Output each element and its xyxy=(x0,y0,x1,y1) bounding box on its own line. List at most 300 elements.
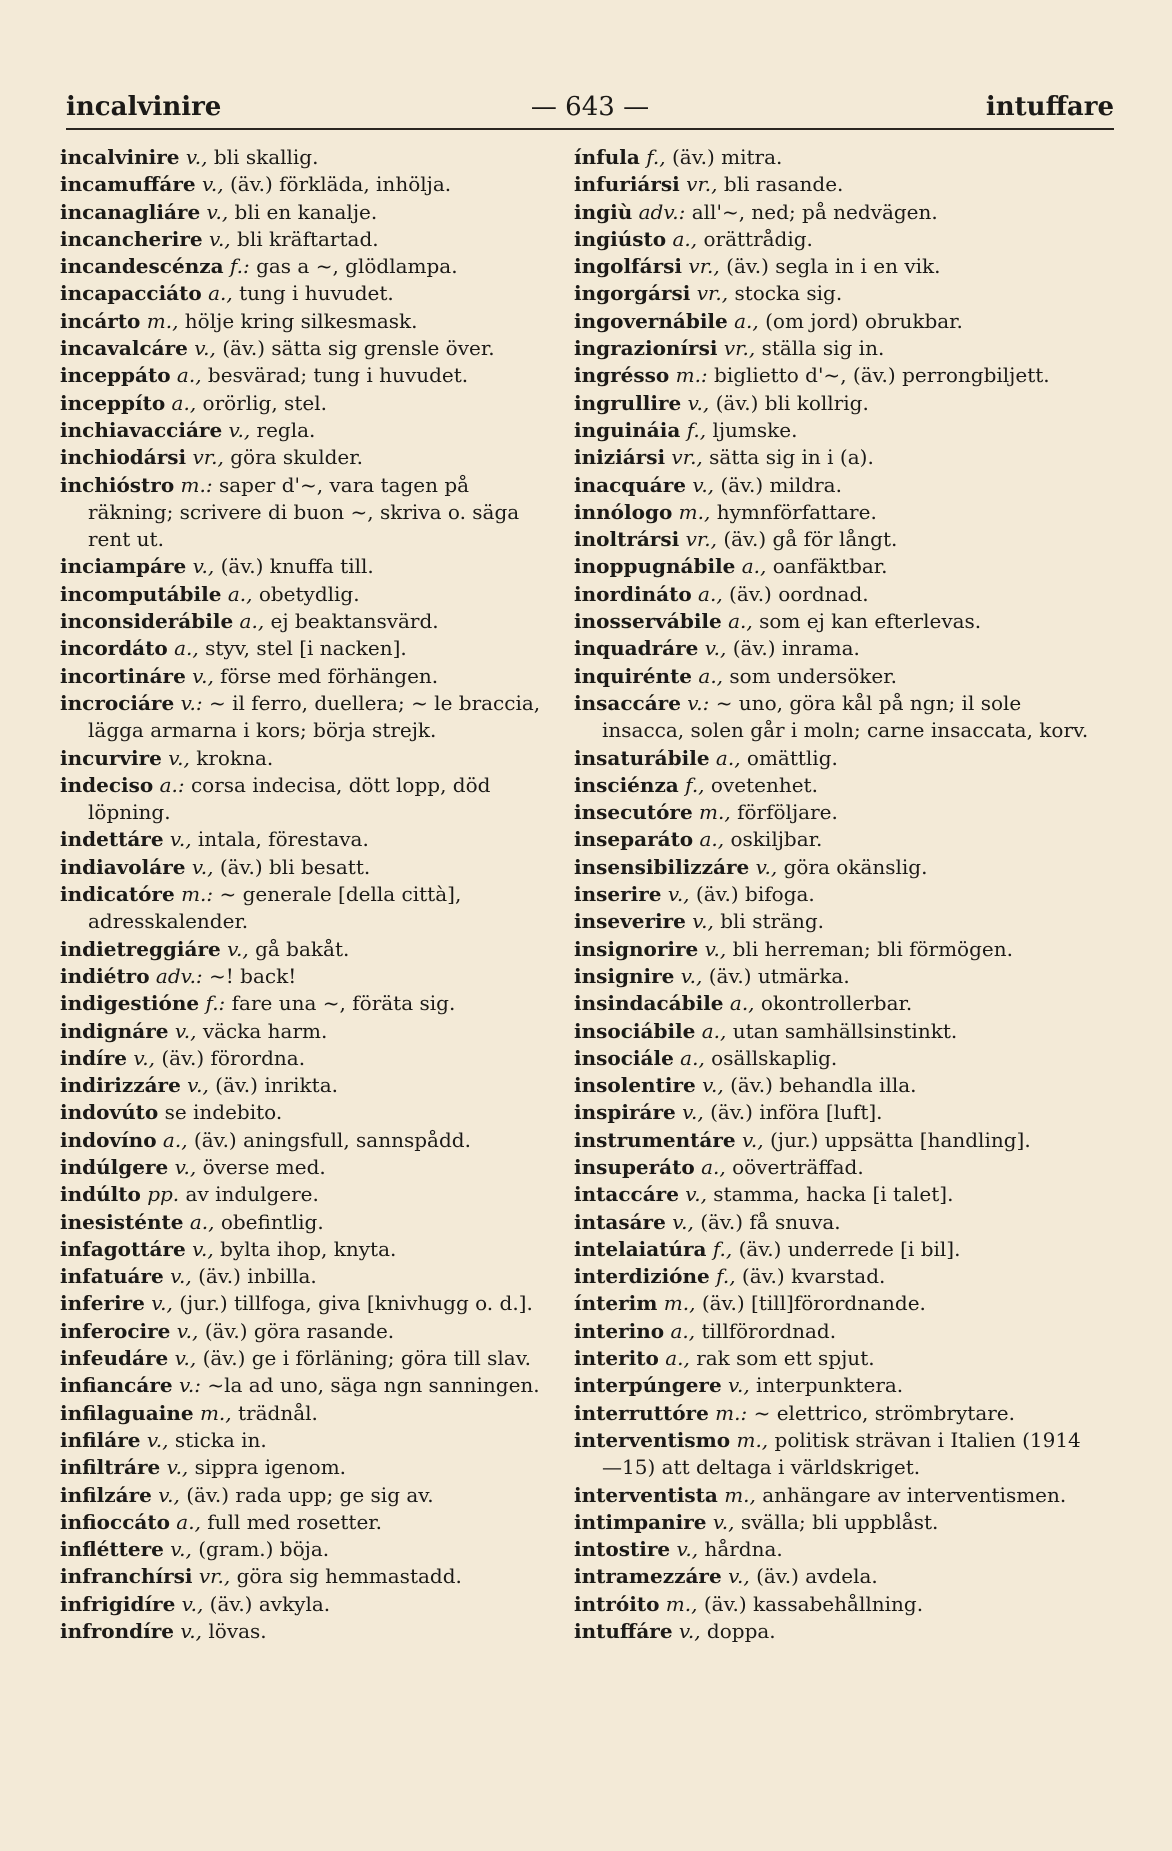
definition: (jur.) uppsätta [handling]. xyxy=(769,1127,1031,1152)
dictionary-entry xyxy=(574,1536,1096,1563)
dictionary-entry xyxy=(60,1045,550,1072)
headword: inferire xyxy=(60,1291,145,1316)
definition: ~ elettrico, strömbrytare. xyxy=(753,1400,1015,1425)
grammar-label: v., xyxy=(176,1318,199,1343)
headword: interpúngere xyxy=(574,1373,722,1398)
definition: (äv.) avkyla. xyxy=(209,1591,331,1616)
grammar-label: v., xyxy=(687,390,710,415)
dictionary-entry xyxy=(574,1072,1096,1099)
grammar-label: v., xyxy=(194,336,216,361)
definition: se indebito. xyxy=(164,1100,283,1125)
grammar-label: v., xyxy=(169,827,192,852)
headword: infilaguaine xyxy=(60,1400,194,1425)
definition: av indulgere. xyxy=(185,1182,319,1207)
grammar-label: m., xyxy=(199,1400,232,1425)
dictionary-entry xyxy=(574,226,1096,253)
dictionary-entry xyxy=(60,963,550,990)
definition: tung i huvudet. xyxy=(239,281,394,306)
grammar-label: v., xyxy=(704,636,727,661)
definition: osällskaplig. xyxy=(711,1045,838,1070)
grammar-label: v., xyxy=(170,1264,192,1289)
grammar-label: a., xyxy=(208,281,233,306)
dictionary-entry xyxy=(574,1154,1096,1181)
grammar-label: v., xyxy=(168,745,190,770)
grammar-label: a., xyxy=(728,609,753,634)
headword: inordináto xyxy=(574,581,692,606)
dictionary-entry xyxy=(60,308,550,335)
dictionary-entry xyxy=(60,1400,550,1427)
dictionary-entry xyxy=(574,826,1096,853)
headword: instrumentáre xyxy=(574,1127,736,1152)
headword: indovúto xyxy=(60,1100,159,1125)
grammar-label: a., xyxy=(701,1154,726,1179)
headword: inseparáto xyxy=(574,827,694,852)
grammar-label: m.: xyxy=(180,472,213,497)
headword: ingrullire xyxy=(574,390,682,415)
definition: orättrådig. xyxy=(703,226,813,251)
headword: incomputábile xyxy=(60,581,222,606)
definition: ~la ad uno, säga ngn sanningen. xyxy=(207,1373,540,1398)
definition: saper d'~, vara tagen på räkning; scrivere di buon ~, skriva o. säga rent ut. xyxy=(88,472,520,552)
grammar-label: v., xyxy=(187,1073,209,1098)
definition: (äv.) aningsfull, sannspådd. xyxy=(193,1127,471,1152)
grammar-label: v., xyxy=(728,1373,750,1398)
dictionary-entry xyxy=(60,772,550,827)
dictionary-entry xyxy=(574,1127,1096,1154)
dictionary-entry xyxy=(60,990,550,1017)
headword: indiétro xyxy=(60,963,150,988)
dictionary-entry xyxy=(60,690,550,745)
dictionary-entry xyxy=(574,1509,1096,1536)
dictionary-entry xyxy=(60,1318,550,1345)
dictionary-entry xyxy=(574,362,1096,389)
dictionary-entry xyxy=(574,1236,1096,1263)
dictionary-entry xyxy=(60,1591,550,1618)
grammar-label: a., xyxy=(734,308,759,333)
right-guide-word: intuffare xyxy=(985,92,1114,122)
grammar-label: v., xyxy=(209,226,231,251)
headword: infléttere xyxy=(60,1537,164,1562)
definition: lövas. xyxy=(208,1619,267,1644)
definition: (äv.) inbilla. xyxy=(198,1264,317,1289)
grammar-label: a., xyxy=(672,226,698,251)
headword: inspiráre xyxy=(574,1100,676,1125)
definition: (äv.) få snuva. xyxy=(700,1209,841,1234)
dictionary-entry xyxy=(574,335,1096,362)
dictionary-entry xyxy=(60,417,550,444)
headword: inguináia xyxy=(574,417,681,442)
headword: insaccáre xyxy=(574,690,681,715)
headword: indúlto xyxy=(60,1182,141,1207)
dictionary-entry xyxy=(60,1018,550,1045)
headword: inoltrársi xyxy=(574,527,680,552)
grammar-label: vr., xyxy=(671,445,703,470)
grammar-label: v., xyxy=(181,1591,204,1616)
definition: göra okänslig. xyxy=(783,854,928,879)
grammar-label: v., xyxy=(158,1482,180,1507)
headword: infuriársi xyxy=(574,172,680,197)
grammar-label: a., xyxy=(670,1318,696,1343)
headword: indettáre xyxy=(60,827,164,852)
grammar-label: a., xyxy=(701,1018,727,1043)
definition: (äv.) avdela. xyxy=(756,1564,878,1589)
dictionary-entry xyxy=(60,335,550,362)
headword: insociále xyxy=(574,1045,674,1070)
headword: inserire xyxy=(574,882,662,907)
grammar-label: m.: xyxy=(181,882,214,907)
dictionary-entry xyxy=(574,390,1096,417)
headword: infrondíre xyxy=(60,1619,175,1644)
grammar-label: adv.: xyxy=(155,963,203,988)
headword: inseverire xyxy=(574,909,686,934)
page-number: — 643 — xyxy=(530,92,650,122)
definition: (äv.) utmärka. xyxy=(708,963,850,988)
grammar-label: a., xyxy=(715,745,741,770)
dictionary-entry xyxy=(60,280,550,307)
headword: incurvire xyxy=(60,745,162,770)
definition: som ej kan efterlevas. xyxy=(759,609,982,634)
headword: indirizzáre xyxy=(60,1073,181,1098)
definition: hårdna. xyxy=(704,1537,783,1562)
definition: (äv.) bli kollrig. xyxy=(715,390,869,415)
definition: obetydlig. xyxy=(258,581,360,606)
headword: interdizióne xyxy=(574,1264,710,1289)
definition: (äv.) oordnad. xyxy=(729,581,869,606)
grammar-label: m., xyxy=(678,499,711,524)
definition: överse med. xyxy=(202,1154,326,1179)
grammar-label: v.: xyxy=(180,690,203,715)
dictionary-entry xyxy=(60,881,550,936)
definition: gå bakåt. xyxy=(255,936,350,961)
headword: indignáre xyxy=(60,1018,169,1043)
headword: incavalcáre xyxy=(60,336,188,361)
headword: ínterim xyxy=(574,1291,658,1316)
grammar-label: v., xyxy=(755,854,778,879)
grammar-label: m., xyxy=(665,1591,698,1616)
grammar-label: a., xyxy=(227,581,253,606)
dictionary-entry xyxy=(60,1345,550,1372)
grammar-label: pp. xyxy=(147,1182,180,1207)
headword: ingrésso xyxy=(574,363,670,388)
grammar-label: v., xyxy=(180,1619,203,1644)
grammar-label: v.: xyxy=(178,1373,201,1398)
definition: ~ uno, göra kål på ngn; il sole insacca, solen går i moln; carne insaccata, korv. xyxy=(602,690,1089,743)
dictionary-entry xyxy=(574,1018,1096,1045)
definition: bli sträng. xyxy=(720,909,825,934)
headword: ingovernábile xyxy=(574,308,728,333)
dictionary-entry xyxy=(574,1045,1096,1072)
headword: incamuffáre xyxy=(60,172,196,197)
grammar-label: v., xyxy=(133,1045,155,1070)
grammar-label: v., xyxy=(667,882,690,907)
grammar-label: v., xyxy=(678,1619,701,1644)
grammar-label: v., xyxy=(192,554,215,579)
definition: som undersöker. xyxy=(729,663,897,688)
headword: interino xyxy=(574,1318,665,1343)
grammar-label: a., xyxy=(171,390,197,415)
grammar-label: vr., xyxy=(696,281,729,306)
definition: (jur.) tillfoga, giva [knivhugg o. d.]. xyxy=(179,1291,533,1316)
dictionary-entry xyxy=(574,171,1096,198)
headword: inoppugnábile xyxy=(574,554,736,579)
headword: intróito xyxy=(574,1591,660,1616)
dictionary-entry xyxy=(574,1482,1096,1509)
headword: intostire xyxy=(574,1537,671,1562)
headword: insociábile xyxy=(574,1018,696,1043)
dictionary-entry xyxy=(574,1618,1096,1645)
definition: doppa. xyxy=(706,1619,776,1644)
dictionary-entry xyxy=(574,417,1096,444)
dictionary-entry xyxy=(60,1154,550,1181)
definition: (äv.) införa [luft]. xyxy=(710,1100,883,1125)
grammar-label: a., xyxy=(176,363,202,388)
headword: inacquáre xyxy=(574,472,687,497)
dictionary-entry xyxy=(574,990,1096,1017)
headword: inciampáre xyxy=(60,554,187,579)
grammar-label: v., xyxy=(185,145,208,169)
headword: ingiústo xyxy=(574,226,667,251)
headword: infeudáre xyxy=(60,1346,169,1371)
grammar-label: v., xyxy=(192,663,214,688)
grammar-label: vr., xyxy=(685,527,717,552)
headword: indúlgere xyxy=(60,1154,169,1179)
definition: corsa indecisa, dött lopp, död löpning. xyxy=(88,772,491,825)
definition: ~! back! xyxy=(209,963,297,988)
definition: hymnförfattare. xyxy=(716,499,877,524)
definition: (äv.) sätta sig grensle över. xyxy=(222,336,495,361)
headword: insecutóre xyxy=(574,800,693,825)
dictionary-entry xyxy=(60,1563,550,1590)
dictionary-entry xyxy=(60,1536,550,1563)
left-column xyxy=(60,144,550,1645)
dictionary-entry xyxy=(574,1591,1096,1618)
headword: incanagliáre xyxy=(60,199,201,224)
dictionary-entry xyxy=(574,581,1096,608)
definition: (äv.) bli besatt. xyxy=(219,854,371,879)
grammar-label: vr., xyxy=(723,336,756,361)
headword: incrociáre xyxy=(60,690,175,715)
dictionary-entry xyxy=(60,144,550,171)
definition: svälla; bli uppblåst. xyxy=(740,1509,939,1534)
grammar-label: adv.: xyxy=(638,199,686,224)
headword: iniziársi xyxy=(574,445,666,470)
headword: infagottáre xyxy=(60,1236,186,1261)
headword: insensibilizzáre xyxy=(574,854,750,879)
definition: (om jord) obrukbar. xyxy=(765,308,963,333)
dictionary-entry xyxy=(60,1427,550,1454)
dictionary-entry xyxy=(60,171,550,198)
dictionary-entry xyxy=(60,362,550,389)
dictionary-entry xyxy=(574,635,1096,662)
definition: regla. xyxy=(256,417,316,442)
definition: interpunktera. xyxy=(756,1373,904,1398)
definition: (äv.) gå för långt. xyxy=(723,527,898,552)
grammar-label: v., xyxy=(741,1127,764,1152)
headword: insindacábile xyxy=(574,991,724,1016)
headword: insaturábile xyxy=(574,745,710,770)
grammar-label: f.: xyxy=(229,254,250,279)
dictionary-entry xyxy=(574,1427,1096,1482)
headword: ingorgársi xyxy=(574,281,691,306)
definition: obefintlig. xyxy=(220,1209,324,1234)
dictionary-entry xyxy=(574,663,1096,690)
grammar-label: f., xyxy=(646,145,666,169)
grammar-label: v., xyxy=(704,936,727,961)
definition: oanfäktbar. xyxy=(772,554,888,579)
grammar-label: v., xyxy=(672,1209,694,1234)
definition: all'~, ned; på nedvägen. xyxy=(691,199,938,224)
grammar-label: v., xyxy=(174,1154,197,1179)
headword: insuperáto xyxy=(574,1154,695,1179)
grammar-label: v., xyxy=(206,199,229,224)
definition: sätta sig in i (a). xyxy=(709,445,874,470)
headword: inchióstro xyxy=(60,472,175,497)
dictionary-entry xyxy=(60,1127,550,1154)
dictionary-entry xyxy=(60,1072,550,1099)
headword: indiavoláre xyxy=(60,854,186,879)
headword: insignire xyxy=(574,963,675,988)
grammar-label: v.: xyxy=(687,690,710,715)
definition: bylta ihop, knyta. xyxy=(220,1236,397,1261)
headword: inesisténte xyxy=(60,1209,184,1234)
headword: indigestióne xyxy=(60,991,200,1016)
grammar-label: a., xyxy=(174,636,199,661)
grammar-label: a.: xyxy=(159,772,185,797)
definition: (äv.) rada upp; ge sig av. xyxy=(186,1482,434,1507)
headword: incalvinire xyxy=(60,145,180,169)
headword: inquadráre xyxy=(574,636,699,661)
headword: innólogo xyxy=(574,499,673,524)
headword: inosservábile xyxy=(574,609,722,634)
dictionary-entry xyxy=(574,908,1096,935)
definition: bli en kanalje. xyxy=(234,199,378,224)
dictionary-entry xyxy=(60,1236,550,1263)
left-guide-word: incalvinire xyxy=(66,92,222,122)
dictionary-entry xyxy=(60,1099,550,1126)
headword: indicatóre xyxy=(60,882,175,907)
headword: intelaiatúra xyxy=(574,1236,707,1261)
headword: incortináre xyxy=(60,663,186,688)
headword: ingiù xyxy=(574,199,633,224)
grammar-label: a., xyxy=(699,827,725,852)
grammar-label: m., xyxy=(146,308,179,333)
headword: incordáto xyxy=(60,636,168,661)
definition: hölje kring silkesmask. xyxy=(184,308,418,333)
headword: indíre xyxy=(60,1045,127,1070)
headword: incancherire xyxy=(60,226,203,251)
headword: intasáre xyxy=(574,1209,666,1234)
dictionary-entry xyxy=(60,472,550,554)
definition: utan samhällsinstinkt. xyxy=(732,1018,958,1043)
definition: stocka sig. xyxy=(734,281,843,306)
headword: inchiodársi xyxy=(60,445,187,470)
dictionary-entry xyxy=(574,1563,1096,1590)
definition: (äv.) förordna. xyxy=(161,1045,306,1070)
grammar-label: vr., xyxy=(688,254,720,279)
grammar-label: a., xyxy=(729,991,755,1016)
headword: inconsiderábile xyxy=(60,609,234,634)
grammar-label: a., xyxy=(680,1045,705,1070)
dictionary-entry xyxy=(60,663,550,690)
headword: incandescénza xyxy=(60,254,224,279)
grammar-label: v., xyxy=(166,1455,189,1480)
dictionary-entry xyxy=(574,1290,1096,1317)
headword: infrigidíre xyxy=(60,1591,176,1616)
headword: inchiavacciáre xyxy=(60,417,223,442)
definition: orörlig, stel. xyxy=(202,390,327,415)
grammar-label: a., xyxy=(176,1509,201,1534)
dictionary-entry xyxy=(574,1318,1096,1345)
definition: (äv.) göra rasande. xyxy=(204,1318,395,1343)
grammar-label: v., xyxy=(682,1100,704,1125)
dictionary-entry xyxy=(574,608,1096,635)
dictionary-entry xyxy=(574,199,1096,226)
dictionary-entry xyxy=(60,1209,550,1236)
headword: incárto xyxy=(60,308,141,333)
headword: ínfula xyxy=(574,145,640,169)
definition: okontrollerbar. xyxy=(760,991,913,1016)
definition: (äv.) mildra. xyxy=(720,472,842,497)
dictionary-entry xyxy=(574,553,1096,580)
grammar-label: v., xyxy=(676,1537,699,1562)
definition: väcka harm. xyxy=(202,1018,328,1043)
definition: (äv.) bifoga. xyxy=(695,882,815,907)
grammar-label: f., xyxy=(712,1236,733,1261)
definition: oöverträffad. xyxy=(732,1154,864,1179)
definition: (äv.) mitra. xyxy=(671,145,783,169)
grammar-label: v., xyxy=(702,1073,724,1098)
headword: inferocire xyxy=(60,1318,171,1343)
dictionary-entry xyxy=(60,635,550,662)
headword: interito xyxy=(574,1346,659,1371)
dictionary-entry xyxy=(60,581,550,608)
right-column xyxy=(574,144,1096,1645)
headword: infranchírsi xyxy=(60,1564,193,1589)
definition: (äv.) kassabehållning. xyxy=(703,1591,924,1616)
definition: besvärad; tung i huvudet. xyxy=(207,363,469,388)
definition: politisk strävan i Italien (1914—15) att deltaga i världskriget. xyxy=(602,1427,1081,1480)
grammar-label: v., xyxy=(728,1564,750,1589)
dictionary-entry xyxy=(574,799,1096,826)
dictionary-entry xyxy=(574,444,1096,471)
grammar-label: m., xyxy=(663,1291,696,1316)
dictionary-entry xyxy=(60,199,550,226)
dictionary-entry xyxy=(574,963,1096,990)
definition: förföljare. xyxy=(737,800,838,825)
grammar-label: v., xyxy=(170,1537,192,1562)
dictionary-entry xyxy=(574,1181,1096,1208)
definition: (äv.) behandla illa. xyxy=(730,1073,917,1098)
dictionary-entry xyxy=(60,1263,550,1290)
definition: (äv.) förkläda, inhölja. xyxy=(229,172,452,197)
definition: ovetenhet. xyxy=(710,772,818,797)
dictionary-entry xyxy=(60,1618,550,1645)
headword: infioccáto xyxy=(60,1509,170,1534)
grammar-label: v., xyxy=(174,1018,197,1043)
grammar-label: v., xyxy=(192,1236,214,1261)
definition: bli rasande. xyxy=(723,172,844,197)
headword: indietreggiáre xyxy=(60,936,221,961)
dictionary-entry xyxy=(574,308,1096,335)
grammar-label: m., xyxy=(736,1427,769,1452)
definition: rak som ett spjut. xyxy=(696,1346,875,1371)
dictionary-entry xyxy=(60,553,550,580)
dictionary-entry xyxy=(60,1181,550,1208)
headword: inquirénte xyxy=(574,663,693,688)
headword: interruttóre xyxy=(574,1400,709,1425)
definition: tillförordnad. xyxy=(701,1318,837,1343)
dictionary-entry xyxy=(60,226,550,253)
